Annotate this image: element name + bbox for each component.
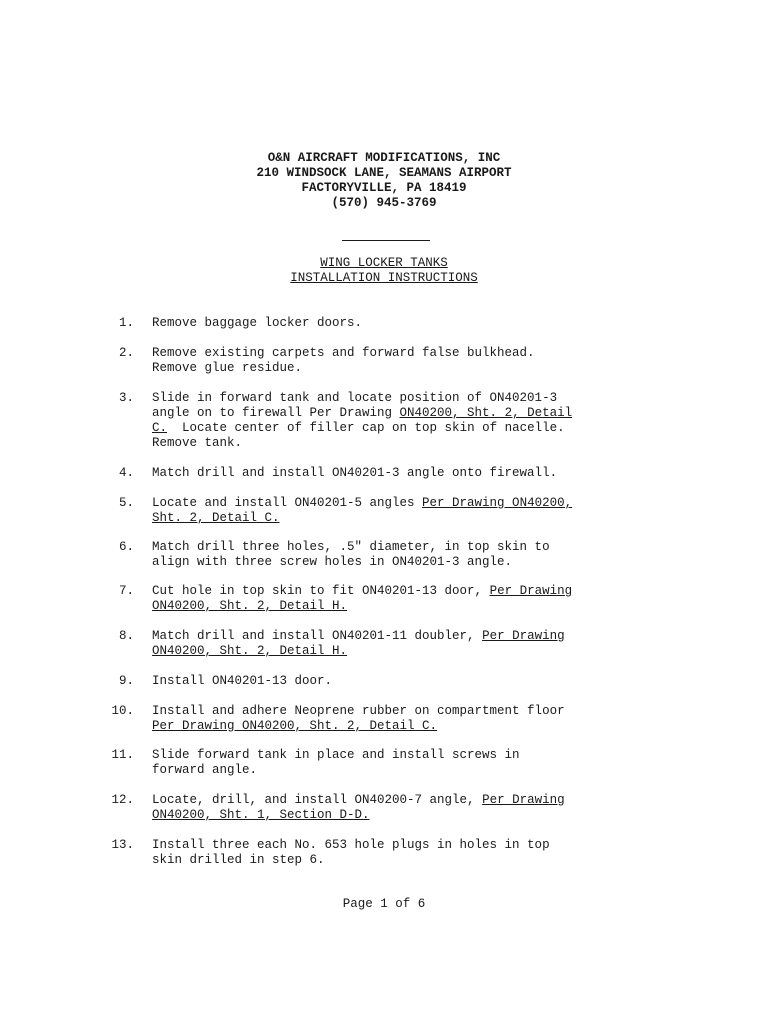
step-line: forward angle. [152,763,258,777]
drawing-reference: Per Drawing [489,584,573,598]
step-line [152,406,672,421]
step-text [152,466,672,481]
step-text [152,346,672,376]
step-text [152,674,672,689]
step-text [152,584,672,614]
step-line [152,496,672,511]
page-number: Page 1 of 6 [342,897,426,911]
step-text [152,838,672,868]
step-line-part: Locate center of filler cap on top skin of nacelle. [167,421,565,435]
step-line-part: Locate and install ON40201-5 angles [152,496,423,510]
step-number: 2. [118,346,134,360]
step-line-part: Match drill and install ON40201-11 doubler, [152,629,483,643]
step-number: 3. [118,391,134,405]
drawing-reference: Per Drawing ON40200, [422,496,573,510]
drawing-reference: C. [152,421,168,435]
step-line: Install and adhere Neoprene rubber on compartment floor [152,704,565,718]
step-line [152,793,672,808]
step-text [152,748,672,778]
step-line [152,719,672,734]
step-line: Slide forward tank in place and install screws in [152,748,520,762]
step-number: 9. [118,674,134,688]
company-name: O&N AIRCRAFT MODIFICATIONS, INC [267,151,501,165]
step-number: 1. [118,316,134,330]
step-line: Slide in forward tank and locate position of ON40201-3 [152,391,558,405]
drawing-reference: Per Drawing [482,793,565,807]
step-number: 5. [118,496,134,510]
drawing-reference: ON40200, Sht. 2, Detail H. [152,599,348,613]
step-line: align with three screw holes in ON40201-3 angle. [152,555,513,569]
step-line [152,421,672,436]
step-number: 12. [111,793,134,807]
step-line [152,599,672,614]
step-line: Remove baggage locker doors. [152,316,363,330]
divider-rule [342,240,430,241]
step-line: Install ON40201-13 door. [152,674,333,688]
step-line-part: Cut hole in top skin to fit ON40201-13 door, [152,584,490,598]
title-line-1: WING LOCKER TANKS [320,256,448,270]
step-line-part: Locate, drill, and install ON40200-7 angle, [152,793,483,807]
document-title [0,256,768,286]
drawing-reference: Per Drawing ON40200, Sht. 2, Detail C. [152,719,438,733]
step-number: 6. [118,540,134,554]
company-city: FACTORYVILLE, PA 18419 [301,181,467,195]
step-line [152,511,672,526]
step-line: Remove tank. [152,436,243,450]
step-number: 7. [118,584,134,598]
step-line: Match drill three holes, .5" diameter, in top skin to [152,540,550,554]
drawing-reference: ON40200, Sht. 1, Section D-D. [152,808,370,822]
step-line: Remove glue residue. [152,361,303,375]
drawing-reference: ON40200, Sht. 2, Detail H. [152,644,348,658]
title-line-2: INSTALLATION INSTRUCTIONS [290,271,478,285]
drawing-reference: Per Drawing [482,629,565,643]
step-line: Install three each No. 653 hole plugs in holes in top [152,838,550,852]
drawing-reference: ON40200, Sht. 2, Detail [399,406,573,420]
step-number: 11. [111,748,134,762]
step-line [152,584,672,599]
step-text [152,496,672,526]
step-line-part: angle on to firewall Per Drawing [152,406,400,420]
company-phone: (570) 945-3769 [331,196,437,210]
step-line [152,644,672,659]
company-street: 210 WINDSOCK LANE, SEAMANS AIRPORT [256,166,512,180]
step-number: 4. [118,466,134,480]
step-line: Match drill and install ON40201-3 angle onto firewall. [152,466,558,480]
step-line [152,629,672,644]
step-line: skin drilled in step 6. [152,853,325,867]
step-line [152,808,672,823]
drawing-reference: Sht. 2, Detail C. [152,511,280,525]
step-text [152,629,672,659]
step-number: 8. [118,629,134,643]
step-number: 13. [111,838,134,852]
step-text [152,316,672,331]
step-text [152,793,672,823]
step-text [152,704,672,734]
letterhead [0,151,768,211]
step-line: Remove existing carpets and forward false bulkhead. [152,346,535,360]
step-number: 10. [111,704,134,718]
scan-speck [138,302,144,304]
step-text [152,540,672,570]
step-text [152,391,672,451]
